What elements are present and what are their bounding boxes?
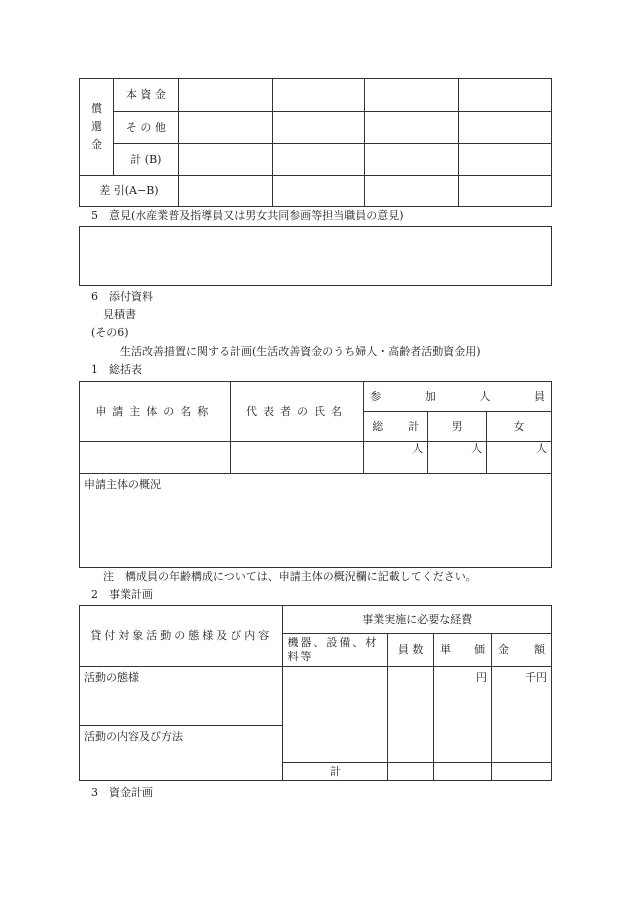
male-count-cell[interactable]: 人 xyxy=(428,442,487,474)
unit-price-cell[interactable]: 円 xyxy=(434,667,492,763)
sub-count: 員 数 xyxy=(388,634,434,667)
summary-heading: 1 総括表 xyxy=(91,363,142,376)
cell[interactable] xyxy=(178,79,272,112)
sub-total: 総 計 xyxy=(364,412,428,442)
total-label: 計 xyxy=(283,763,388,781)
cell[interactable] xyxy=(272,79,365,112)
cell[interactable] xyxy=(459,144,552,176)
col-expenses: 事業実施に必要な経費 xyxy=(283,606,552,634)
total-unit-price-cell[interactable] xyxy=(434,763,492,781)
summary-note: 注 構成員の年齢構成については、申請主体の概況欄に記載してください。 xyxy=(103,570,477,583)
row-label-total-b: 計 (B) xyxy=(113,144,178,176)
cell[interactable] xyxy=(365,112,459,144)
part-title: 生活改善措置に関する計画(生活改善資金のうち婦人・高齢者活動資金用) xyxy=(120,345,481,358)
activity-content-cell[interactable]: 活動の内容及び方法 xyxy=(80,726,283,781)
business-plan-table xyxy=(79,605,552,781)
cell[interactable] xyxy=(365,79,459,112)
col-activity: 貸付対象活動の態様及び内容 xyxy=(80,606,283,667)
activity-mode-cell[interactable]: 活動の態様 xyxy=(80,667,283,726)
attachment-item: 見積書 xyxy=(103,308,136,321)
count-cell[interactable] xyxy=(388,667,434,763)
row-label-difference: 差 引(A−B) xyxy=(80,176,179,207)
sub-amount: 金 額 xyxy=(492,634,552,667)
cell[interactable] xyxy=(272,112,365,144)
representative-name-cell[interactable] xyxy=(230,442,364,474)
sub-unit-price: 単 価 xyxy=(434,634,492,667)
row-label-other: そ の 他 xyxy=(113,112,178,144)
section5-heading: 5 意見(水産業普及指導員又は男女共同参画等担当職員の意見) xyxy=(91,209,404,222)
repayment-group-label: 償 還 金 xyxy=(80,79,114,176)
cell[interactable] xyxy=(178,112,272,144)
applicant-name-cell[interactable] xyxy=(80,442,231,474)
opinion-box[interactable] xyxy=(79,226,552,286)
amount-cell[interactable]: 千円 xyxy=(492,667,552,763)
part-label: (その6) xyxy=(91,326,129,339)
cell[interactable] xyxy=(365,144,459,176)
row-label-principal: 本 資 金 xyxy=(113,79,178,112)
cell[interactable] xyxy=(365,176,459,207)
cell[interactable] xyxy=(459,79,552,112)
total-amount-cell[interactable] xyxy=(492,763,552,781)
sub-male: 男 xyxy=(428,412,487,442)
col-participants: 参 加 人 員 xyxy=(364,382,552,412)
cell[interactable] xyxy=(459,112,552,144)
female-count-cell[interactable]: 人 xyxy=(487,442,552,474)
cell[interactable] xyxy=(459,176,552,207)
funding-heading: 3 資金計画 xyxy=(91,786,153,799)
sub-female: 女 xyxy=(487,412,552,442)
cell[interactable] xyxy=(178,176,272,207)
applicant-overview-cell[interactable]: 申請主体の概況 xyxy=(80,474,552,568)
equipment-cell[interactable] xyxy=(283,667,388,763)
cell[interactable] xyxy=(272,176,365,207)
plan-heading: 2 事業計画 xyxy=(91,588,153,601)
sub-equipment: 機器、設備、材料等 xyxy=(283,634,388,667)
cell[interactable] xyxy=(272,144,365,176)
repayment-table xyxy=(79,78,552,207)
col-applicant-name: 申請主体の名称 xyxy=(80,382,231,442)
cell[interactable] xyxy=(178,144,272,176)
col-representative-name: 代表者の氏名 xyxy=(230,382,364,442)
summary-table xyxy=(79,381,552,568)
total-count-cell[interactable] xyxy=(388,763,434,781)
total-count-cell[interactable]: 人 xyxy=(364,442,428,474)
section6-heading: 6 添付資料 xyxy=(91,290,153,303)
